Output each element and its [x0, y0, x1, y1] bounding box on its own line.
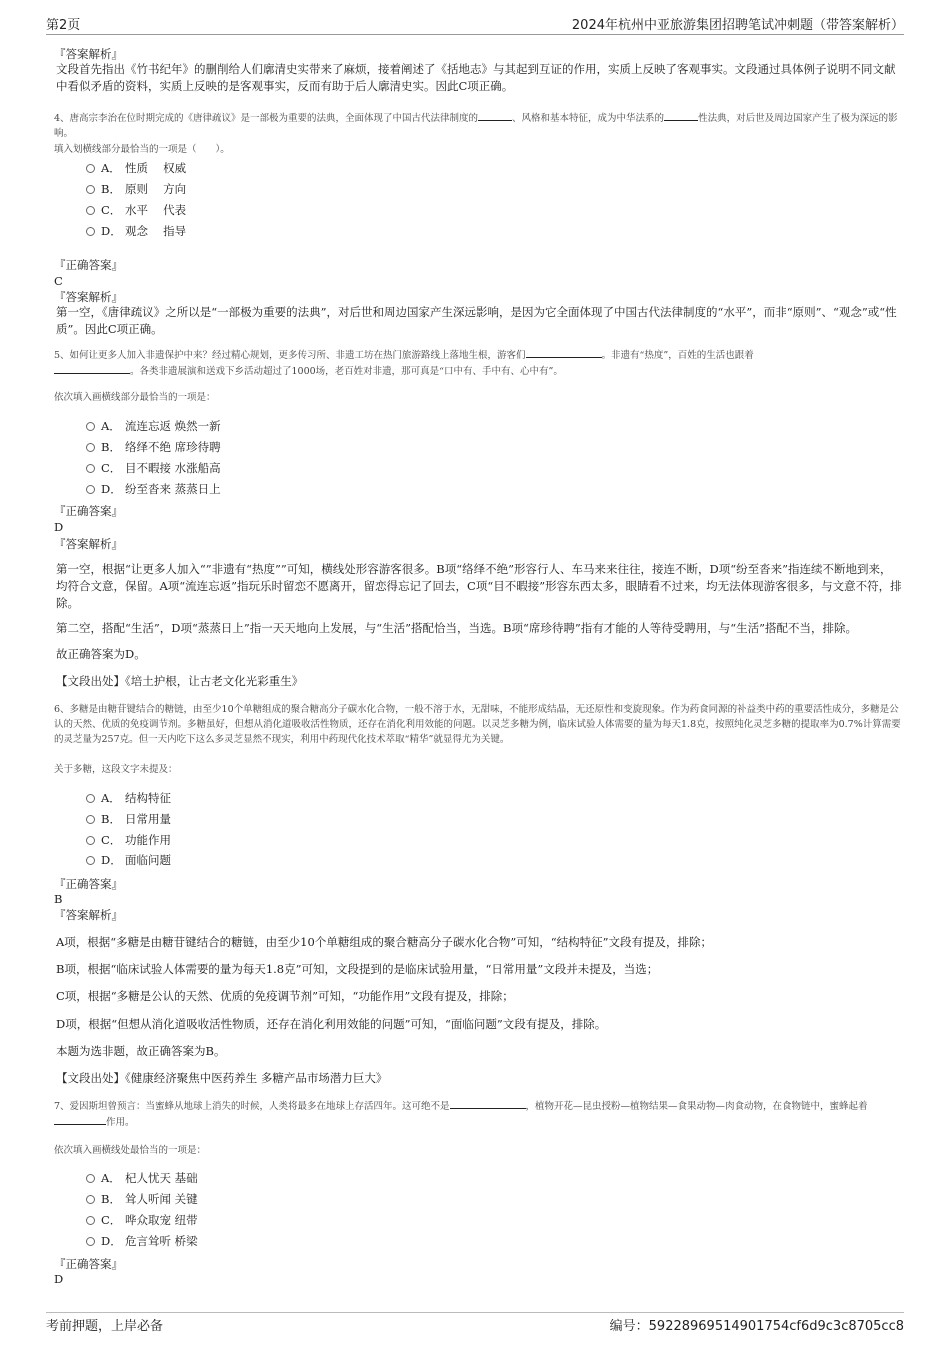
q7-option-c[interactable]: C． 哗众取宠 纽带 — [86, 1212, 198, 1228]
q5-stem: 5、如何让更多人加入非遗保护中来？经过精心规划，更多传习所、非遗工坊在热门旅游路线上落地生根，游客们 。非遗有“热度”，百姓的生活也跟着 。各类非遗展演和送戏下乡活动超过了1000场，老百姓对非遗，那可真是“口中有、手中有、心中有”。 — [54, 347, 902, 379]
q6-analysis-a: A项，根据“多糖是由糖苷键结合的糖链，由至少10个单糖组成的聚合糖高分子碳水化合物”可知，“结构特征”文段有提及，排除； — [56, 935, 712, 949]
document-code: 编号：59228969514901754cf6d9c3c8705cc8 — [609, 1319, 904, 1334]
radio-icon[interactable] — [86, 227, 95, 236]
blank — [664, 110, 698, 121]
blank — [478, 110, 512, 121]
q4-prompt: 填入划横线部分最恰当的一项是（ ）。 — [54, 144, 230, 155]
q6-source: 【文段出处】《健康经济聚焦中医药养生 多糖产品市场潜力巨大》 — [56, 1071, 388, 1085]
q4-stem: 4、唐高宗李治在位时期完成的《唐律疏议》是一部极为重要的法典，全面体现了中国古代法律制度的 、风格和基本特征，成为中华法系的 性法典，对后世及周边国家产生了极为深远的影响。 — [54, 110, 902, 141]
q5-analysis-p2: 第二空，搭配“生活”，D项“蒸蒸日上”指一天天地向上发展，与“生活”搭配恰当，当选。B项“席珍待聘”指有才能的人等待受聘用，与“生活”搭配不当，排除。 — [56, 621, 857, 635]
radio-icon[interactable] — [86, 836, 95, 845]
radio-icon[interactable] — [86, 464, 95, 473]
radio-icon[interactable] — [86, 1174, 95, 1183]
q5-option-c[interactable]: C． 目不暇接 水涨船高 — [86, 460, 221, 476]
q6-conclusion: 本题为选非题，故正确答案为B。 — [56, 1044, 226, 1058]
q4-analysis: 第一空，《唐律疏议》之所以是“一部极为重要的法典”，对后世和周边国家产生深远影响，是因为它全面体现了中国古代法律制度的“水平”，而非“原则”、“观念”或“性质”。因此C项正确。 — [56, 305, 897, 336]
q6-option-b[interactable]: B． 日常用量 — [86, 811, 171, 827]
radio-icon[interactable] — [86, 815, 95, 824]
page-footer — [46, 1312, 904, 1335]
radio-icon[interactable] — [86, 185, 95, 194]
q5-prompt: 依次填入画横线部分最恰当的一项是： — [54, 392, 216, 403]
blank — [526, 347, 602, 358]
q5-analysis-p3: 故正确答案为D。 — [56, 647, 146, 661]
analysis-label: 『答案解析』 — [54, 537, 123, 551]
answer-label: 『正确答案』 — [54, 877, 123, 891]
q4-option-c[interactable]: C． 水平 代表 — [86, 202, 186, 218]
radio-icon[interactable] — [86, 443, 95, 452]
blank — [450, 1098, 526, 1109]
analysis-label: 『答案解析』 — [54, 290, 123, 304]
answer-label: 『正确答案』 — [54, 504, 123, 518]
q6-option-c[interactable]: C． 功能作用 — [86, 832, 171, 848]
q3-analysis: 文段首先指出《竹书纪年》的删削给人们廓清史实带来了麻烦，接着阐述了《括地志》与其起到互证的作用，实质上反映了客观事实。文段通过具体例子说明不同文献中看似矛盾的资料，实质上反映的是客观事实，反而有助于后人廓清史实。因此C项正确。 — [56, 62, 896, 93]
q5-source: 【文段出处】《培土护根，让古老文化光彩重生》 — [56, 674, 304, 688]
blank — [54, 1114, 106, 1125]
answer-label: 『正确答案』 — [54, 1257, 123, 1271]
q5-option-a[interactable]: A． 流连忘返 焕然一新 — [86, 418, 221, 434]
q6-analysis-b: B项，根据“临床试验人体需要的量为每天1.8克”可知，文段提到的是临床试验用量，“日常用量”文段并未提及，当选； — [56, 962, 659, 976]
q6-prompt: 关于多糖，这段文字未提及： — [54, 764, 178, 775]
radio-icon[interactable] — [86, 1216, 95, 1225]
radio-icon[interactable] — [86, 1195, 95, 1204]
q4-answer: C — [54, 274, 63, 288]
radio-icon[interactable] — [86, 164, 95, 173]
radio-icon[interactable] — [86, 1237, 95, 1246]
q4-option-d[interactable]: D． 观念 指导 — [86, 223, 186, 239]
analysis-label: 『答案解析』 — [54, 47, 123, 61]
q7-option-a[interactable]: A． 杞人忧天 基础 — [86, 1170, 198, 1186]
q7-option-d[interactable]: D． 危言耸听 桥梁 — [86, 1233, 198, 1249]
footer-slogan: 考前押题，上岸必备 — [46, 1319, 164, 1334]
q7-prompt: 依次填入画横线处最恰当的一项是： — [54, 1145, 207, 1156]
q6-answer: B — [54, 892, 63, 906]
q4-option-b[interactable]: B． 原则 方向 — [86, 181, 186, 197]
q6-stem: 6、多糖是由糖苷键结合的糖链，由至少10个单糖组成的聚合糖高分子碳水化合物，一般不溶于水，无甜味，不能形成结晶，无还原性和变旋现象。作为药食同源的补益类中药的重要活性成分，多糖是公认的天然、优质的免疫调节剂。多糖虽好，但想从消化道吸收活性物质，还存在消化利用效能的问题。以灵芝多糖为例，临床试验人体需要的量为每天1.8克，按照纯化灵芝多糖的提取率为0.7%计算需要的灵芝量为257克。但一天内吃下这么多灵芝显然不现实，利用中药现代化技术萃取“精华”就显得尤为关键。 — [54, 704, 901, 745]
q6-analysis-c: C项，根据“多糖是公认的天然、优质的免疫调节剂”可知，“功能作用”文段有提及，排除； — [56, 989, 514, 1003]
document-title: 2024年杭州中亚旅游集团招聘笔试冲刺题（带答案解析） — [571, 18, 904, 33]
q6-analysis-d: D项，根据“但想从消化道吸收活性物质，还存在消化利用效能的问题”可知，“面临问题”文段有提及，排除。 — [56, 1017, 607, 1031]
radio-icon[interactable] — [86, 856, 95, 865]
analysis-label: 『答案解析』 — [54, 908, 123, 922]
q7-answer: D — [54, 1272, 64, 1286]
q6-option-a[interactable]: A． 结构特征 — [86, 790, 171, 806]
q5-option-b[interactable]: B． 络绎不绝 席珍待聘 — [86, 439, 221, 455]
q6-option-d[interactable]: D． 面临问题 — [86, 852, 171, 868]
radio-icon[interactable] — [86, 794, 95, 803]
page-header — [46, 12, 904, 35]
radio-icon[interactable] — [86, 485, 95, 494]
q5-option-d[interactable]: D． 纷至沓来 蒸蒸日上 — [86, 481, 221, 497]
answer-label: 『正确答案』 — [54, 258, 123, 272]
q5-analysis-p1: 第一空，根据“让更多人加入“”非遗有“热度””可知，横线处形容游客很多。B项“络绎不绝”形容行人、车马来来往往，接连不断，D项“纷至沓来”指连续不断地到来，均符合文意，保留。A项“流连忘返”指玩乐时留恋不愿离开，留恋得忘记了回去，C项“目不暇接”形容东西太多，眼睛看不过来，均无法体现游客很多，与文意不符，排除。 — [56, 562, 902, 610]
q7-stem: 7、爱因斯坦曾预言：当蜜蜂从地球上消失的时候，人类将最多在地球上存活四年。这可绝不是 ，植物开花—昆虫授粉—植物结果—食果动物—肉食动物，在食物链中，蜜蜂起着作用。 — [54, 1098, 902, 1130]
q5-answer: D — [54, 520, 64, 534]
radio-icon[interactable] — [86, 206, 95, 215]
q4-option-a[interactable]: A． 性质 权威 — [86, 160, 186, 176]
radio-icon[interactable] — [86, 422, 95, 431]
page-number: 第2页 — [46, 18, 81, 33]
blank — [54, 363, 130, 374]
q7-option-b[interactable]: B． 耸人听闻 关键 — [86, 1191, 198, 1207]
